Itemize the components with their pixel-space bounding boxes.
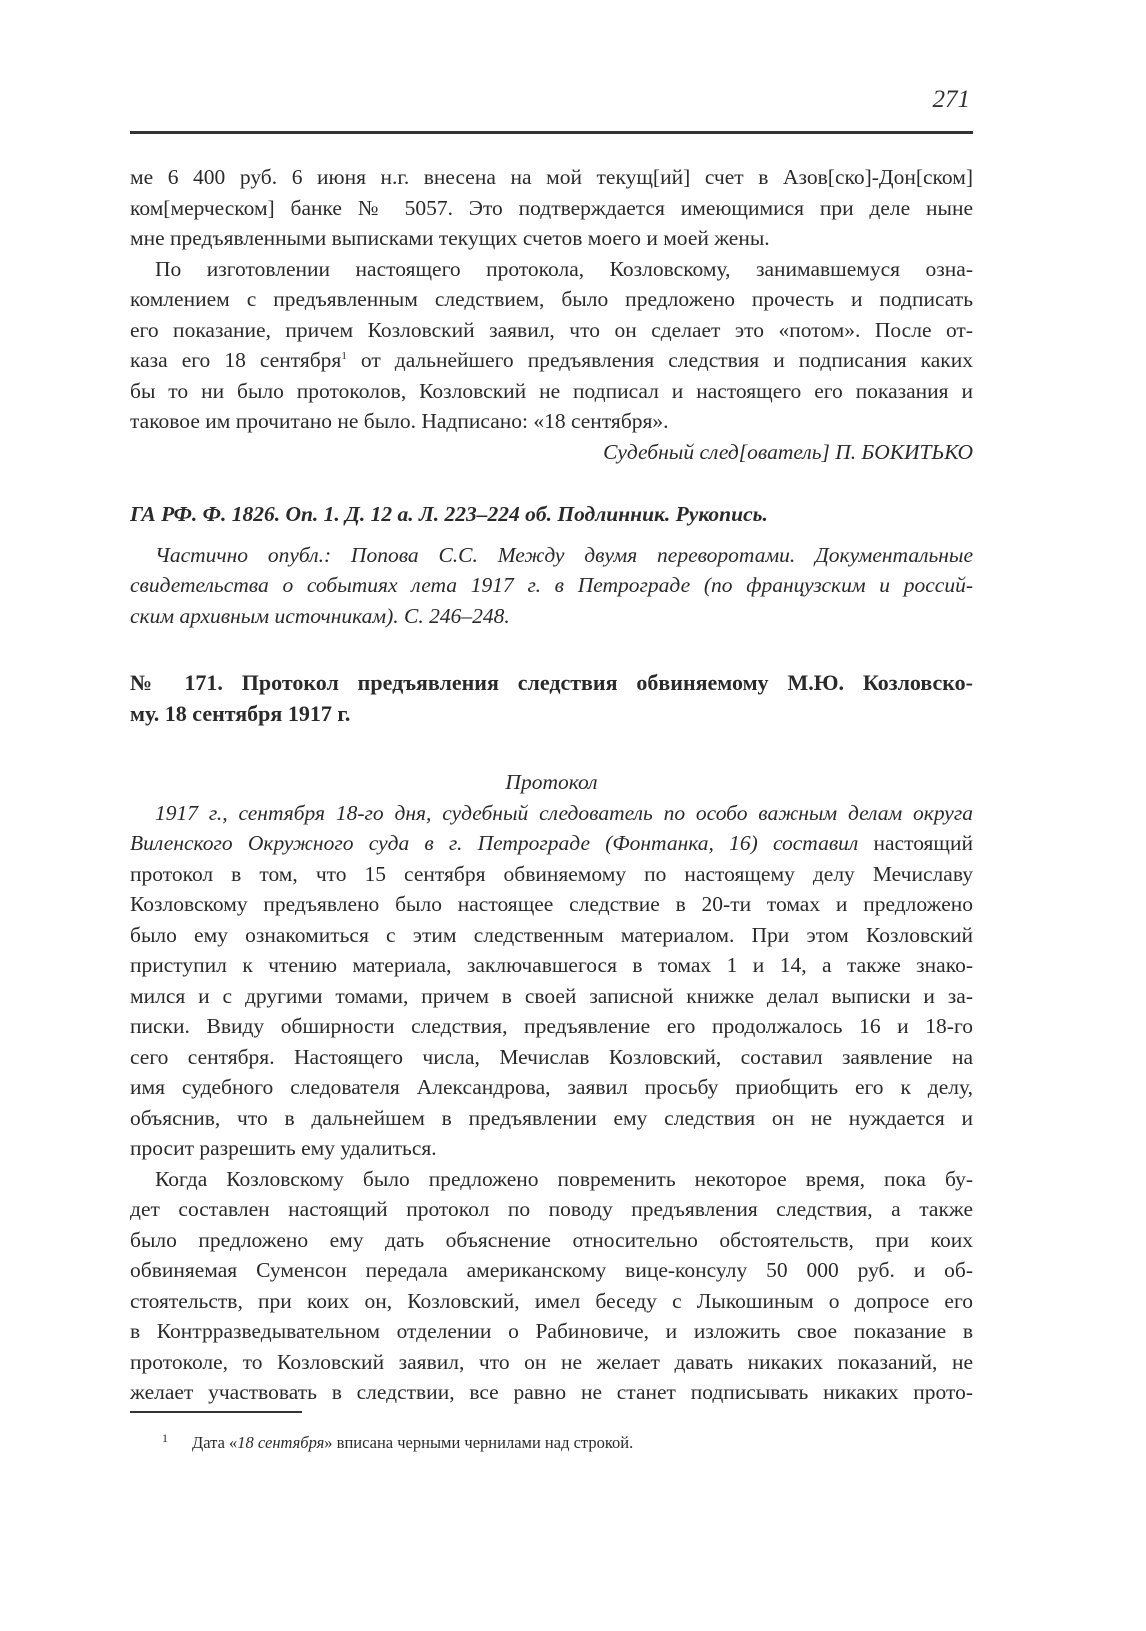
text-line: мне предъявленными выписками текущих счетов моего и моей жены.: [130, 226, 770, 250]
text-line: дет составлен настоящий протокол по поводу предъявления следствия, а также: [130, 1197, 973, 1221]
publication-note: [130, 540, 973, 632]
signature: Судебный след[ователь] П. БОКИТЬКО: [603, 439, 973, 464]
document-title: [130, 668, 973, 729]
text-line: ским архивным источникам). С. 246–248.: [130, 603, 510, 628]
footnote-text: [192, 1433, 633, 1452]
page-content: [130, 162, 973, 1408]
text-line: Козловскому предъявлено было настоящее следствие в 20-ти томах и предложено: [130, 892, 973, 916]
text-line: имя судебного следователя Александрова, заявил просьбу приобщить его к делу,: [130, 1075, 973, 1099]
text-line: протоколе, то Козловский заявил, что он не желает давать никаких показаний, не: [130, 1349, 973, 1374]
footnote-mark: 1: [162, 1431, 168, 1445]
text-fragment: настоящий: [858, 831, 973, 855]
header-rule: [130, 131, 973, 134]
text-line: [130, 828, 973, 859]
text-line: объяснив, что в дальнейшем в предъявлении ему следствия он не нуждается и: [130, 1105, 973, 1130]
archive-reference: ГА РФ. Ф. 1826. Оп. 1. Д. 12 а. Л. 223–224 об. Подлинник. Рукопись.: [130, 502, 768, 526]
text-line: му. 18 сентября 1917 г.: [130, 700, 351, 726]
text-line: было предложено ему дать объяснение относительно обстоятельств, при коих: [130, 1227, 973, 1252]
text-fragment: Виленского Окружного суда в г. Петрограде (Фонтанка, 16) составил: [130, 831, 859, 855]
text-line: в Контрразведывательном отделении о Рабиновиче, и изложить свое показание в: [130, 1319, 973, 1343]
text-line: ме 6 400 руб. 6 июня н.г. внесена на мой текущ[ий] счет в Азов[ско]-Дон[ском]: [130, 165, 973, 189]
text-fragment: Дата «: [192, 1433, 238, 1452]
text-line: комлением с предъявленным следствием, было предложено прочесть и подписать: [130, 287, 973, 311]
second-paragraph: [130, 1164, 973, 1408]
text-line: № 171. Протокол предъявления следствия обвиняемому М.Ю. Козловско-: [130, 670, 973, 695]
text-line: мился и с другими томами, причем в своей записной книжке делал выписки и за-: [130, 983, 973, 1008]
protocol-body: [130, 798, 973, 1164]
protocol-heading: Протокол: [505, 770, 598, 794]
continuation-paragraph: [130, 162, 973, 254]
text-line: его показание, причем Козловский заявил, что он сделает это «потом». После от-: [130, 317, 973, 342]
closing-paragraph: [130, 254, 973, 437]
footnote-rule: [130, 1411, 302, 1413]
footnote: [130, 1427, 633, 1454]
text-line: обвиняемая Суменсон передала американскому вице-консулу 50 000 руб. и об-: [130, 1258, 973, 1282]
text-line: стоятельств, при коих он, Козловский, имел беседу с Лыкошиным о допросе его: [130, 1288, 973, 1313]
text-line: просит разрешить ему удалиться.: [130, 1136, 437, 1160]
text-line: Когда Козловскому было предложено повременить некоторое время, пока бу-: [155, 1166, 973, 1191]
page-number: 271: [932, 86, 970, 113]
text-line: таковое им прочитано не было. Надписано: «18 сентября».: [130, 409, 669, 433]
text-line: свидетельства о событиях лета 1917 г. в Петрограде (по французским и россий-: [130, 573, 973, 597]
text-fragment: каза его 18 сентября: [130, 348, 342, 372]
text-line: желает участвовать в следствии, все равно не станет подписывать никаких прото-: [130, 1380, 973, 1404]
footnote-reference[interactable]: 1: [341, 350, 347, 362]
text-line: [130, 345, 973, 376]
text-fragment: » вписана черными чернилами над строкой.: [324, 1433, 634, 1452]
text-fragment: 18 сентября: [237, 1433, 325, 1452]
text-line: приступил к чтению материала, заключавшегося в томах 1 и 14, а также знако-: [130, 953, 973, 977]
text-line: бы то ни было протоколов, Козловский не подписал и настоящего его показания и: [130, 378, 973, 403]
text-line: писки. Ввиду обширности следствия, предъявление его продолжалось 16 и 18-го: [130, 1014, 973, 1038]
text-line: 1917 г., сентября 18-го дня, судебный следователь по особо важным делам округа: [155, 800, 973, 825]
text-fragment: от дальнейшего предъявления следствия и подписания каких: [360, 348, 974, 372]
text-line: Частично опубл.: Попова С.С. Между двумя переворотами. Документальные: [155, 542, 973, 567]
text-line: протокол в том, что 15 сентября обвиняемому по настоящему делу Мечиславу: [130, 861, 973, 886]
text-line: сего сентября. Настоящего числа, Мечислав Козловский, составил заявление на: [130, 1044, 973, 1069]
text-line: По изготовлении настоящего протокола, Козловскому, занимавшемуся озна-: [155, 256, 973, 281]
text-line: было ему ознакомиться с этим следственным материалом. При этом Козловский: [130, 922, 973, 947]
text-line: ком[мерческом] банке № 5057. Это подтверждается имеющимися при деле ныне: [130, 195, 973, 220]
